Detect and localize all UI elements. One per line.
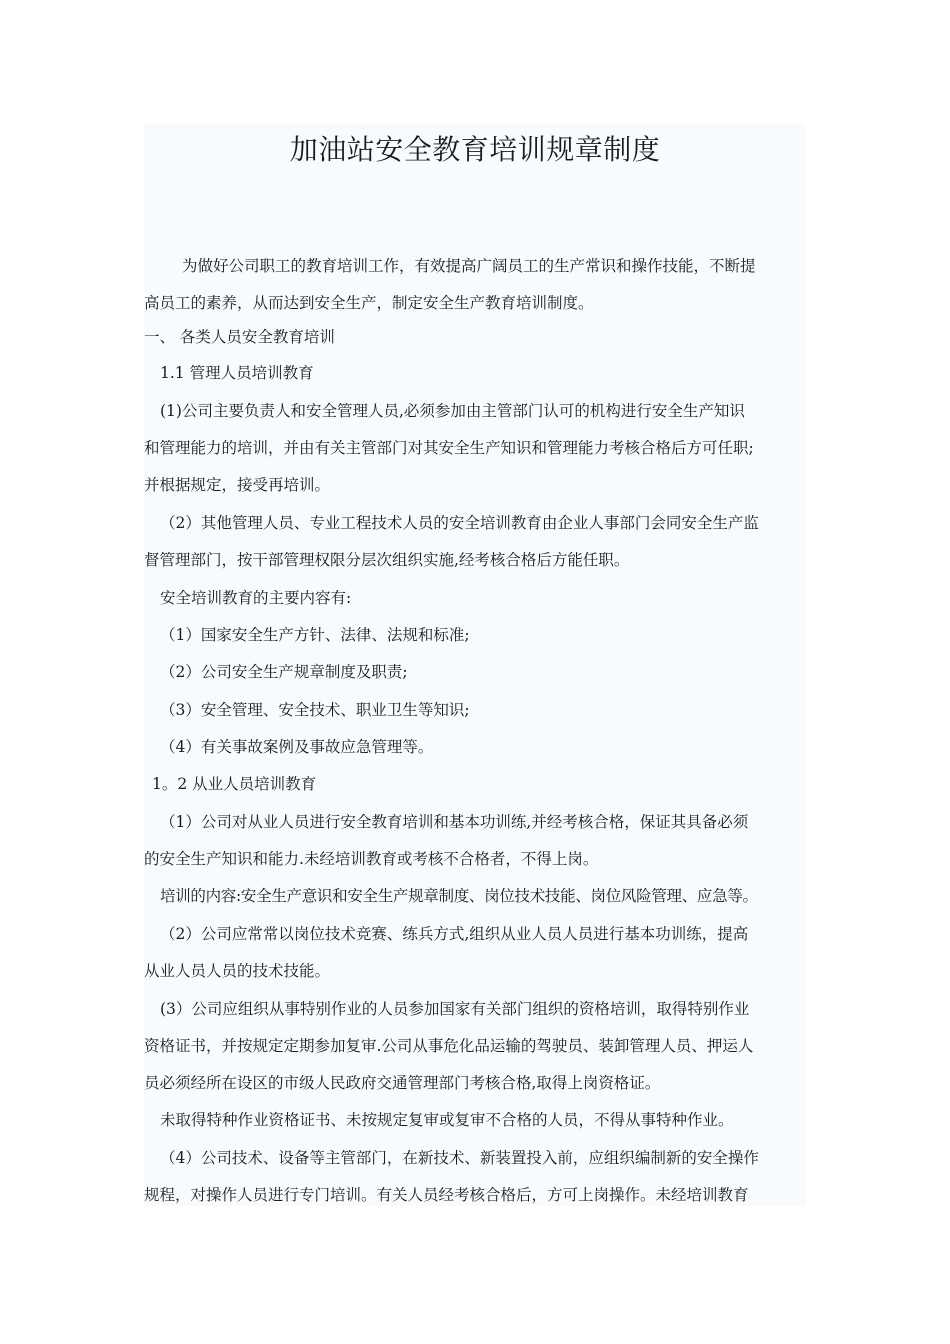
paragraph-line: 并根据规定，接受再培训。 [144,476,331,494]
paragraph-line: 从业人员人员的技术技能。 [144,962,331,980]
subsection-heading: 1。2 从业人员培训教育 [152,775,317,793]
paragraph-line: （4）公司技术、设备等主管部门，在新技术、新装置投入前，应组织编制新的安全操作 [160,1149,759,1167]
list-item: （3）安全管理、安全技术、职业卫生等知识; [160,701,470,719]
paragraph-line: （1）公司对从业人员进行安全教育培训和基本功训练,并经考核合格，保证其具备必须 [160,813,749,831]
subsection-heading: 1.1 管理人员培训教育 [160,364,314,382]
paragraph-line: 培训的内容:安全生产意识和安全生产规章制度、岗位技术技能、岗位风险管理、应急等。 [160,887,758,905]
paragraph-line: 的安全生产知识和能力.未经培训教育或考核不合格者，不得上岗。 [144,850,599,868]
paragraph-line: 资格证书，并按规定定期参加复审.公司从事危化品运输的驾驶员、装卸管理人员、押运人 [144,1037,754,1055]
paragraph-line: 员必须经所在设区的市级人民政府交通管理部门考核合格,取得上岗资格证。 [144,1074,661,1092]
paragraph-line: (1)公司主要负责人和安全管理人员,必须参加由主管部门认可的机构进行安全生产知识 [160,402,745,420]
paragraph-line: 安全培训教育的主要内容有: [160,589,352,607]
list-item: （1）国家安全生产方针、法律、法规和标准; [160,626,470,644]
list-item: （2）公司安全生产规章制度及职责; [160,663,408,681]
document-title: 加油站安全教育培训规章制度 [289,133,661,166]
paragraph-line: 为做好公司职工的教育培训工作，有效提高广阔员工的生产常识和操作技能，不断提 [182,257,756,275]
paragraph-line: （2）其他管理人员、专业工程技术人员的安全培训教育由企业人事部门会同安全生产监 [160,514,759,532]
paragraph-line: 高员工的素养，从而达到安全生产，制定安全生产教育培训制度。 [144,294,594,312]
paragraph-line: （2）公司应常常以岗位技术竞赛、练兵方式,组织从业人员人员进行基本功训练，提高 [160,925,749,943]
paragraph-line: 未取得特种作业资格证书、未按规定复审或复审不合格的人员，不得从事特种作业。 [160,1111,734,1129]
section-heading: 一、 各类人员安全教育培训 [144,328,335,346]
list-item: （4）有关事故案例及事故应急管理等。 [160,738,434,756]
paragraph-line: 和管理能力的培训，并由有关主管部门对其安全生产知识和管理能力考核合格后方可任职; [144,439,754,457]
paragraph-line: 督管理部门，按干部管理权限分层次组织实施,经考核合格后方能任职。 [144,551,630,569]
paragraph-line: (3）公司应组织从事特别作业的人员参加国家有关部门组织的资格培训，取得特别作业 [160,1000,750,1018]
paragraph-line: 规程，对操作人员进行专门培训。有关人员经考核合格后，方可上岗操作。未经培训教育 [144,1186,749,1204]
